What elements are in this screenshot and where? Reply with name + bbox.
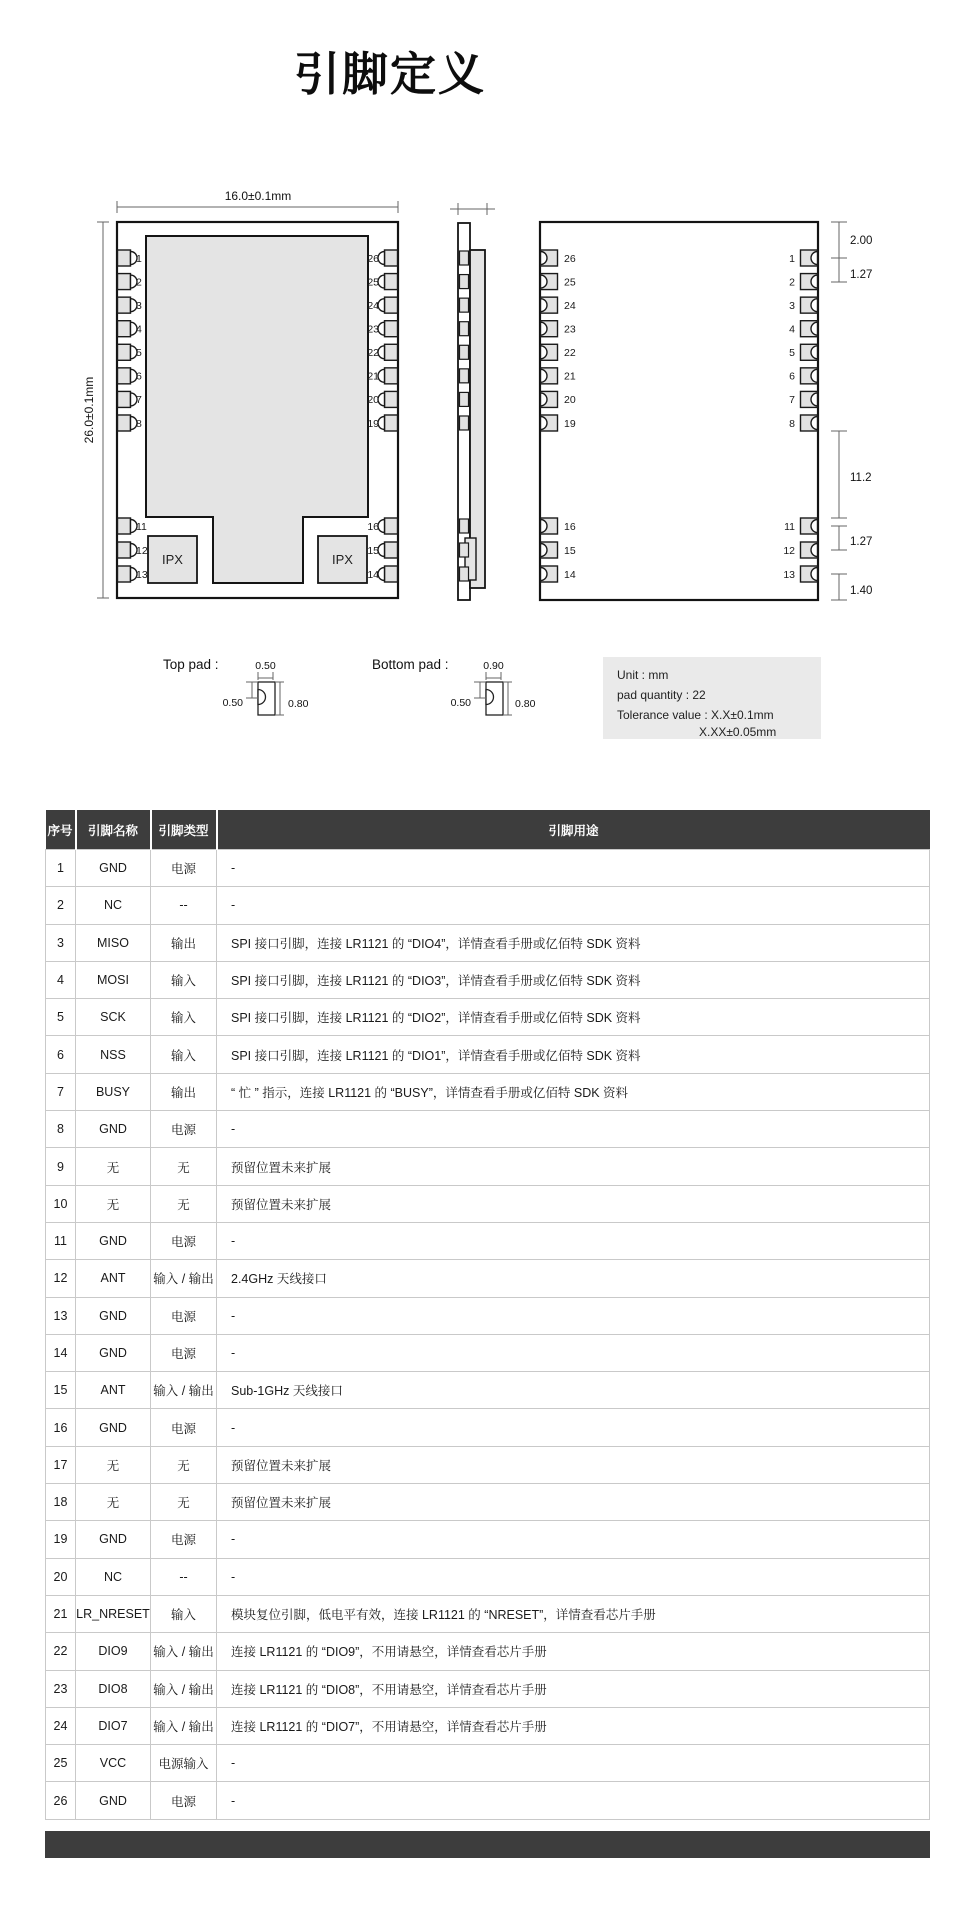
- side-pad: [460, 416, 469, 430]
- pin-number-label: 21: [367, 370, 379, 383]
- cell-no: 10: [46, 1185, 76, 1222]
- cell-pin-name: 无: [76, 1446, 151, 1483]
- cell-pin-type: 输入 / 输出: [151, 1260, 217, 1297]
- cell-pin-type: --: [151, 887, 217, 924]
- cell-pin-purpose: -: [217, 1409, 930, 1446]
- cell-pin-type: 输入: [151, 1036, 217, 1073]
- pin-pad: [385, 391, 398, 407]
- pin-number-label: 6: [789, 370, 795, 383]
- cell-no: 18: [46, 1484, 76, 1521]
- cell-no: 13: [46, 1297, 76, 1334]
- pin-castellation: [811, 393, 818, 406]
- front-height-dimension: [82, 222, 109, 598]
- pin-pad: [385, 542, 398, 558]
- pin-pad: [118, 566, 131, 582]
- cell-pin-purpose: “ 忙 ” 指示，连接 LR1121 的 “BUSY”，详情查看手册或亿佰特 SDK 资料: [217, 1073, 930, 1110]
- pin-castellation: [541, 520, 548, 533]
- pin-number-label: 22: [367, 347, 379, 360]
- side-pad: [460, 298, 469, 312]
- info-tolerance-2: X.XX±0.05mm: [699, 725, 777, 739]
- pin-number-label: 7: [136, 394, 142, 407]
- pin-pad: [385, 344, 398, 360]
- cell-pin-name: LR_NRESET: [76, 1595, 151, 1632]
- table-row: [46, 1595, 930, 1632]
- pin-castellation: [541, 416, 548, 429]
- pin-number-label: 23: [367, 323, 379, 336]
- pin-castellation: [541, 322, 548, 335]
- pin-pad: [118, 518, 131, 534]
- cell-no: 12: [46, 1260, 76, 1297]
- cell-no: 22: [46, 1633, 76, 1670]
- cell-no: 3: [46, 924, 76, 961]
- pin-castellation: [811, 369, 818, 382]
- pin-number-label: 15: [367, 544, 379, 557]
- cell-no: 11: [46, 1222, 76, 1259]
- cell-pin-type: 电源: [151, 1222, 217, 1259]
- cell-pin-purpose: -: [217, 850, 930, 887]
- pin-castellation: [811, 299, 818, 312]
- table-header-row: [46, 810, 930, 850]
- cell-pin-name: GND: [76, 1222, 151, 1259]
- cell-no: 4: [46, 961, 76, 998]
- cell-pin-purpose: -: [217, 887, 930, 924]
- cell-pin-purpose: SPI 接口引脚，连接 LR1121 的 “DIO2”，详情查看手册或亿佰特 SDK 资料: [217, 999, 930, 1036]
- pin-definition-table: [45, 810, 930, 1820]
- pin-castellation: [541, 568, 548, 581]
- cell-pin-name: MISO: [76, 924, 151, 961]
- table-row: [46, 1073, 930, 1110]
- cell-pin-name: NC: [76, 1558, 151, 1595]
- cell-pin-name: GND: [76, 1409, 151, 1446]
- pin-number-label: 8: [789, 417, 795, 430]
- table-row: [46, 961, 930, 998]
- cell-pin-purpose: Sub-1GHz 天线接口: [217, 1372, 930, 1409]
- dim-pitch-top: 1.27: [850, 269, 873, 281]
- pin-pad: [385, 321, 398, 337]
- bottom-pad-label: Bottom pad :: [372, 657, 449, 672]
- pin-pad: [118, 368, 131, 384]
- cell-pin-type: 电源: [151, 1334, 217, 1371]
- pin-castellation: [811, 568, 818, 581]
- cell-no: 7: [46, 1073, 76, 1110]
- table-row: [46, 1334, 930, 1371]
- dim-pitch-bottom: 1.27: [850, 536, 873, 548]
- pin-number-label: 11: [784, 520, 795, 533]
- pin-number-label: 25: [564, 276, 576, 289]
- side-pad: [460, 392, 469, 406]
- pin-number-label: 2: [136, 276, 142, 289]
- cell-pin-name: NSS: [76, 1036, 151, 1073]
- cell-pin-purpose: 连接 LR1121 的 “DIO8”，不用请悬空，详情查看芯片手册: [217, 1670, 930, 1707]
- side-pad: [460, 275, 469, 289]
- cell-pin-type: 输出: [151, 1073, 217, 1110]
- pin-castellation: [811, 544, 818, 557]
- cell-pin-name: ANT: [76, 1260, 151, 1297]
- side-pad: [460, 543, 469, 557]
- cell-pin-purpose: 预留位置未来扩展: [217, 1484, 930, 1521]
- pin-castellation: [541, 275, 548, 288]
- cell-pin-name: 无: [76, 1148, 151, 1185]
- cell-no: 26: [46, 1782, 76, 1819]
- pin-number-label: 14: [564, 568, 576, 581]
- pin-number-label: 16: [367, 520, 379, 533]
- pin-number-label: 6: [136, 370, 142, 383]
- cell-pin-type: 电源: [151, 1297, 217, 1334]
- cell-pin-name: GND: [76, 1521, 151, 1558]
- info-tolerance: Tolerance value : X.X±0.1mm: [617, 708, 774, 722]
- cell-no: 2: [46, 887, 76, 924]
- pin-castellation: [541, 369, 548, 382]
- dim-middle-gap: 11.2: [850, 472, 872, 484]
- pin-number-label: 19: [564, 417, 576, 430]
- cell-pin-purpose: SPI 接口引脚，连接 LR1121 的 “DIO1”，详情查看手册或亿佰特 SDK 资料: [217, 1036, 930, 1073]
- pin-castellation: [811, 416, 818, 429]
- pin-number-label: 14: [367, 568, 379, 581]
- cell-pin-name: MOSI: [76, 961, 151, 998]
- bottom-pad-dim-left: 0.50: [450, 697, 471, 709]
- cell-pin-type: 输入 / 输出: [151, 1707, 217, 1744]
- pin-castellation: [811, 252, 818, 265]
- header-no: 序号: [46, 810, 76, 850]
- cell-pin-purpose: 2.4GHz 天线接口: [217, 1260, 930, 1297]
- cell-pin-type: 无: [151, 1185, 217, 1222]
- cell-pin-purpose: -: [217, 1521, 930, 1558]
- table-row: [46, 1521, 930, 1558]
- table-row: [46, 1745, 930, 1782]
- dim-width-label: 16.0±0.1mm: [224, 189, 292, 203]
- header-pin-purpose: 引脚用途: [217, 810, 930, 850]
- cell-no: 23: [46, 1670, 76, 1707]
- cell-pin-name: VCC: [76, 1745, 151, 1782]
- pin-number-label: 4: [789, 323, 795, 336]
- table-row: [46, 1111, 930, 1148]
- ipx-label-left: IPX: [162, 552, 183, 567]
- pin-pad: [118, 415, 131, 431]
- footer-bar: [45, 1831, 930, 1858]
- table-row: [46, 1148, 930, 1185]
- table-row: [46, 1670, 930, 1707]
- cell-pin-purpose: 模块复位引脚，低电平有效，连接 LR1121 的 “NRESET”，详情查看芯片手册: [217, 1595, 930, 1632]
- pin-pad: [118, 344, 131, 360]
- table-row: [46, 1558, 930, 1595]
- pin-number-label: 16: [564, 520, 576, 533]
- cell-pin-type: 输入: [151, 1595, 217, 1632]
- cell-no: 15: [46, 1372, 76, 1409]
- cell-pin-purpose: -: [217, 1297, 930, 1334]
- cell-no: 25: [46, 1745, 76, 1782]
- top-pad-detail: [163, 657, 309, 715]
- cell-pin-type: 输入 / 输出: [151, 1670, 217, 1707]
- bottom-pad-dim-right: 0.80: [515, 698, 536, 710]
- side-pad: [460, 345, 469, 359]
- cell-pin-purpose: 连接 LR1121 的 “DIO9”，不用请悬空，详情查看芯片手册: [217, 1633, 930, 1670]
- top-pad-dim-top: 0.50: [255, 660, 276, 672]
- cell-pin-purpose: SPI 接口引脚，连接 LR1121 的 “DIO4”，详情查看手册或亿佰特 SDK 资料: [217, 924, 930, 961]
- unit-info-box: [603, 657, 821, 739]
- top-pad-dim-left: 0.50: [222, 697, 243, 709]
- cell-pin-purpose: 预留位置未来扩展: [217, 1185, 930, 1222]
- pin-pad: [118, 274, 131, 290]
- pin-number-label: 24: [367, 299, 379, 312]
- pin-pad: [385, 566, 398, 582]
- cell-pin-purpose: -: [217, 1222, 930, 1259]
- cell-pin-type: 电源: [151, 1111, 217, 1148]
- info-unit: Unit : mm: [617, 668, 669, 682]
- cell-pin-purpose: -: [217, 1745, 930, 1782]
- pin-castellation: [811, 346, 818, 359]
- pin-pad: [118, 321, 131, 337]
- pin-number-label: 1: [789, 252, 795, 265]
- pin-pad: [118, 542, 131, 558]
- module-back-view: [540, 222, 818, 600]
- pin-number-label: 22: [564, 347, 576, 360]
- pin-number-label: 8: [136, 417, 142, 430]
- pin-number-label: 1: [136, 252, 142, 265]
- cell-pin-type: 输入 / 输出: [151, 1633, 217, 1670]
- pin-number-label: 13: [783, 568, 795, 581]
- pin-number-label: 26: [367, 252, 379, 265]
- cell-pin-type: 电源: [151, 1521, 217, 1558]
- cell-pin-name: GND: [76, 850, 151, 887]
- cell-no: 24: [46, 1707, 76, 1744]
- side-pad: [460, 369, 469, 383]
- back-view-dimensions: [831, 222, 872, 600]
- table-row: [46, 999, 930, 1036]
- side-pad: [460, 567, 469, 581]
- pin-number-label: 21: [564, 370, 576, 383]
- table-row: [46, 850, 930, 887]
- pin-pad: [385, 518, 398, 534]
- cell-pin-purpose: 预留位置未来扩展: [217, 1148, 930, 1185]
- cell-pin-name: DIO8: [76, 1670, 151, 1707]
- pin-number-label: 12: [783, 544, 795, 557]
- pin-number-label: 4: [136, 323, 142, 336]
- side-pad: [460, 322, 469, 336]
- pin-number-label: 11: [136, 520, 147, 533]
- module-side-view: [450, 203, 495, 600]
- cell-pin-name: 无: [76, 1185, 151, 1222]
- cell-pin-name: 无: [76, 1484, 151, 1521]
- pin-pad: [385, 297, 398, 313]
- table-row: [46, 1446, 930, 1483]
- pin-castellation: [541, 299, 548, 312]
- pin-number-label: 26: [564, 252, 576, 265]
- cell-pin-purpose: SPI 接口引脚，连接 LR1121 的 “DIO3”，详情查看手册或亿佰特 SDK 资料: [217, 961, 930, 998]
- cell-pin-name: GND: [76, 1297, 151, 1334]
- cell-pin-purpose: 预留位置未来扩展: [217, 1446, 930, 1483]
- pin-number-label: 7: [789, 394, 795, 407]
- cell-pin-name: SCK: [76, 999, 151, 1036]
- table-row: [46, 1185, 930, 1222]
- bottom-pad-dim-top: 0.90: [483, 660, 504, 672]
- cell-pin-type: 输出: [151, 924, 217, 961]
- cell-pin-purpose: -: [217, 1782, 930, 1819]
- cell-pin-name: GND: [76, 1111, 151, 1148]
- cell-pin-purpose: -: [217, 1111, 930, 1148]
- bottom-pad-detail: [372, 657, 536, 715]
- cell-pin-type: 电源: [151, 850, 217, 887]
- pin-pad: [118, 250, 131, 266]
- pin-number-label: 23: [564, 323, 576, 336]
- cell-no: 16: [46, 1409, 76, 1446]
- table-row: [46, 924, 930, 961]
- header-pin-type: 引脚类型: [151, 810, 217, 850]
- cell-pin-purpose: -: [217, 1558, 930, 1595]
- table-row: [46, 1297, 930, 1334]
- top-pad-dim-right: 0.80: [288, 698, 309, 710]
- cell-pin-type: --: [151, 1558, 217, 1595]
- cell-no: 1: [46, 850, 76, 887]
- pin-number-label: 24: [564, 299, 576, 312]
- cell-pin-type: 无: [151, 1148, 217, 1185]
- table-row: [46, 887, 930, 924]
- cell-pin-type: 电源: [151, 1409, 217, 1446]
- cell-no: 6: [46, 1036, 76, 1073]
- table-row: [46, 1260, 930, 1297]
- pin-number-label: 25: [367, 276, 379, 289]
- pin-number-label: 3: [789, 299, 795, 312]
- cell-no: 14: [46, 1334, 76, 1371]
- table-row: [46, 1707, 930, 1744]
- pin-castellation: [541, 346, 548, 359]
- pin-number-label: 5: [789, 347, 795, 360]
- page-title: 引脚定义: [294, 48, 486, 100]
- cell-no: 17: [46, 1446, 76, 1483]
- cell-pin-type: 输入: [151, 961, 217, 998]
- info-pad-quantity: pad quantity : 22: [617, 688, 706, 702]
- cell-no: 19: [46, 1521, 76, 1558]
- table-row: [46, 1409, 930, 1446]
- cell-pin-name: GND: [76, 1334, 151, 1371]
- side-pad: [460, 251, 469, 265]
- table-row: [46, 1484, 930, 1521]
- pin-number-label: 5: [136, 347, 142, 360]
- pin-number-label: 3: [136, 299, 142, 312]
- cell-pin-purpose: -: [217, 1334, 930, 1371]
- ipx-label-right: IPX: [332, 552, 353, 567]
- cell-pin-name: DIO9: [76, 1633, 151, 1670]
- dim-top-offset: 2.00: [850, 235, 873, 247]
- cell-no: 5: [46, 999, 76, 1036]
- pin-castellation: [811, 322, 818, 335]
- dim-bottom-offset: 1.40: [850, 585, 873, 597]
- cell-pin-purpose: 连接 LR1121 的 “DIO7”，不用请悬空，详情查看芯片手册: [217, 1707, 930, 1744]
- cell-pin-type: 无: [151, 1446, 217, 1483]
- dim-height-label: 26.0±0.1mm: [82, 376, 96, 444]
- cell-pin-type: 电源: [151, 1782, 217, 1819]
- cell-no: 9: [46, 1148, 76, 1185]
- pin-pad: [385, 250, 398, 266]
- pin-pad: [385, 415, 398, 431]
- cell-pin-name: ANT: [76, 1372, 151, 1409]
- cell-pin-type: 输入: [151, 999, 217, 1036]
- module-front-view: [117, 222, 398, 598]
- table-row: [46, 1372, 930, 1409]
- top-pad-label: Top pad :: [163, 657, 219, 672]
- pinout-diagram: [0, 148, 975, 760]
- table-row: [46, 1633, 930, 1670]
- pin-castellation: [811, 520, 818, 533]
- cell-no: 8: [46, 1111, 76, 1148]
- cell-pin-name: DIO7: [76, 1707, 151, 1744]
- pin-number-label: 19: [367, 417, 379, 430]
- header-pin-name: 引脚名称: [76, 810, 151, 850]
- pin-number-label: 12: [136, 544, 148, 557]
- pin-castellation: [541, 252, 548, 265]
- pin-pad: [118, 297, 131, 313]
- pin-number-label: 2: [789, 276, 795, 289]
- cell-pin-type: 无: [151, 1484, 217, 1521]
- table-row: [46, 1036, 930, 1073]
- pin-pad: [118, 391, 131, 407]
- table-row: [46, 1782, 930, 1819]
- pin-number-label: 15: [564, 544, 576, 557]
- cell-pin-name: BUSY: [76, 1073, 151, 1110]
- cell-pin-name: GND: [76, 1782, 151, 1819]
- pin-number-label: 20: [367, 394, 379, 407]
- pin-pad: [385, 274, 398, 290]
- cell-pin-name: NC: [76, 887, 151, 924]
- table-row: [46, 1222, 930, 1259]
- pin-number-label: 20: [564, 394, 576, 407]
- pin-castellation: [541, 544, 548, 557]
- cell-no: 21: [46, 1595, 76, 1632]
- pin-castellation: [541, 393, 548, 406]
- pin-castellation: [811, 275, 817, 288]
- front-width-dimension: [117, 189, 398, 213]
- cell-pin-type: 电源输入: [151, 1745, 217, 1782]
- cell-pin-type: 输入 / 输出: [151, 1372, 217, 1409]
- pin-number-label: 13: [136, 568, 148, 581]
- pin-pad: [385, 368, 398, 384]
- cell-no: 20: [46, 1558, 76, 1595]
- side-pad: [460, 519, 469, 533]
